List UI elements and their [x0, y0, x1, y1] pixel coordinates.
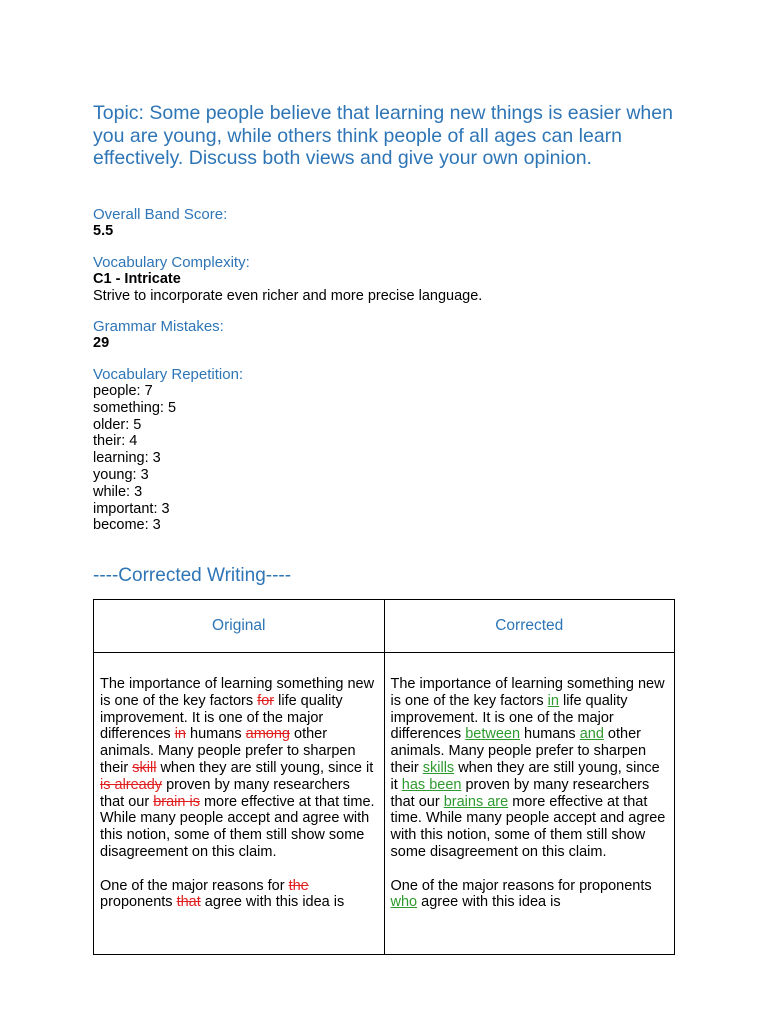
inserted-text: has been [401, 776, 462, 793]
list-item: important: 3 [93, 500, 170, 517]
table-row [94, 653, 675, 955]
text-run: proven by many researchers that our [390, 776, 650, 810]
grammar-mistakes-value: 29 [93, 335, 110, 351]
text-run: when they are still young, since it [390, 759, 660, 793]
vocabulary-advice: Strive to incorporate even richer and more precise language. [93, 288, 483, 304]
deleted-text: is already [100, 776, 163, 793]
text-run: One of the major reasons for [390, 877, 580, 894]
vocabulary-repetition-section [93, 366, 243, 534]
list-item: older: 5 [93, 416, 142, 433]
text-run: when they are still young, since it [156, 759, 374, 776]
original-paragraph [100, 676, 378, 861]
inserted-text: in [547, 692, 559, 709]
list-item: young: 3 [93, 466, 149, 483]
corrected-paragraph [391, 878, 669, 912]
text-run: more effective at that time. While many people accept and agree with this notion, some of them still show some disagreement on this claim. [390, 793, 666, 860]
inserted-text: and [579, 726, 604, 743]
text-run: agree with this idea is [200, 894, 345, 911]
grammar-mistakes-label: Grammar Mistakes: [93, 318, 224, 335]
vocabulary-complexity-label: Vocabulary Complexity: [93, 254, 250, 271]
corrected-text-cell [384, 653, 675, 955]
topic-heading: Topic: Some people believe that learning new things is easier when you are young, while others think people of all ages can learn effectively. Discuss both views and give your own opinion. [93, 102, 673, 169]
text-run: other animals. Many people prefer to sharpen their [100, 726, 356, 776]
deleted-text: the [288, 877, 309, 894]
list-item: become: 3 [93, 517, 161, 534]
text-run: agree with this idea is [417, 894, 561, 911]
deleted-text: among [245, 726, 290, 743]
text-run: One of the major reasons for [100, 877, 289, 894]
text-run: proven by many researchers that our [100, 776, 350, 810]
original-paragraph [100, 878, 378, 912]
text-run: The importance of learning something new is one of the key factors [390, 676, 665, 709]
list-item: learning: 3 [93, 450, 161, 467]
comparison-table [93, 599, 675, 955]
deleted-text: brain is [153, 793, 200, 810]
vocabulary-complexity-section [93, 254, 482, 305]
text-run: other animals. Many people prefer to sharpen their [390, 726, 647, 776]
table-header-row [94, 600, 675, 653]
text-run: humans [520, 726, 580, 743]
inserted-text: who [390, 894, 418, 911]
report [93, 102, 683, 911]
list-item: their: 4 [93, 433, 138, 450]
inserted-text: brains are [443, 793, 509, 810]
text-run: The importance of learning something new is one of the key factors [100, 676, 375, 709]
text-run: proponents [100, 894, 177, 911]
deleted-text: for [257, 692, 275, 709]
list-item: while: 3 [93, 483, 143, 500]
corrected-paragraph [391, 676, 669, 861]
deleted-text: that [176, 894, 201, 911]
text-run: life quality improvement. It is one of the major differences [390, 692, 628, 743]
text-run: proponents [579, 877, 652, 894]
corrected-column-header: Corrected [384, 600, 675, 653]
original-column-header: Original [94, 600, 385, 653]
deleted-text: in [174, 726, 186, 743]
band-score-label: Overall Band Score: [93, 206, 228, 223]
inserted-text: between [465, 726, 521, 743]
corrected-writing-heading: ----Corrected Writing---- [93, 565, 292, 586]
grammar-mistakes-section [93, 318, 224, 352]
deleted-text: skill [132, 759, 157, 776]
repetition-list [93, 383, 243, 534]
text-run: humans [186, 726, 246, 743]
text-run: more effective at that time. While many people accept and agree with this notion, some of them still show some disagreement on this claim. [100, 793, 375, 860]
band-score-value: 5.5 [93, 223, 114, 239]
list-item: people: 7 [93, 383, 153, 399]
text-run: life quality improvement. It is one of the major differences [100, 692, 343, 743]
vocabulary-level: C1 - Intricate [93, 271, 181, 287]
inserted-text: skills [422, 759, 455, 776]
vocabulary-repetition-label: Vocabulary Repetition: [93, 366, 244, 383]
original-text-cell [94, 653, 385, 955]
list-item: something: 5 [93, 399, 177, 416]
band-score-section [93, 206, 227, 240]
